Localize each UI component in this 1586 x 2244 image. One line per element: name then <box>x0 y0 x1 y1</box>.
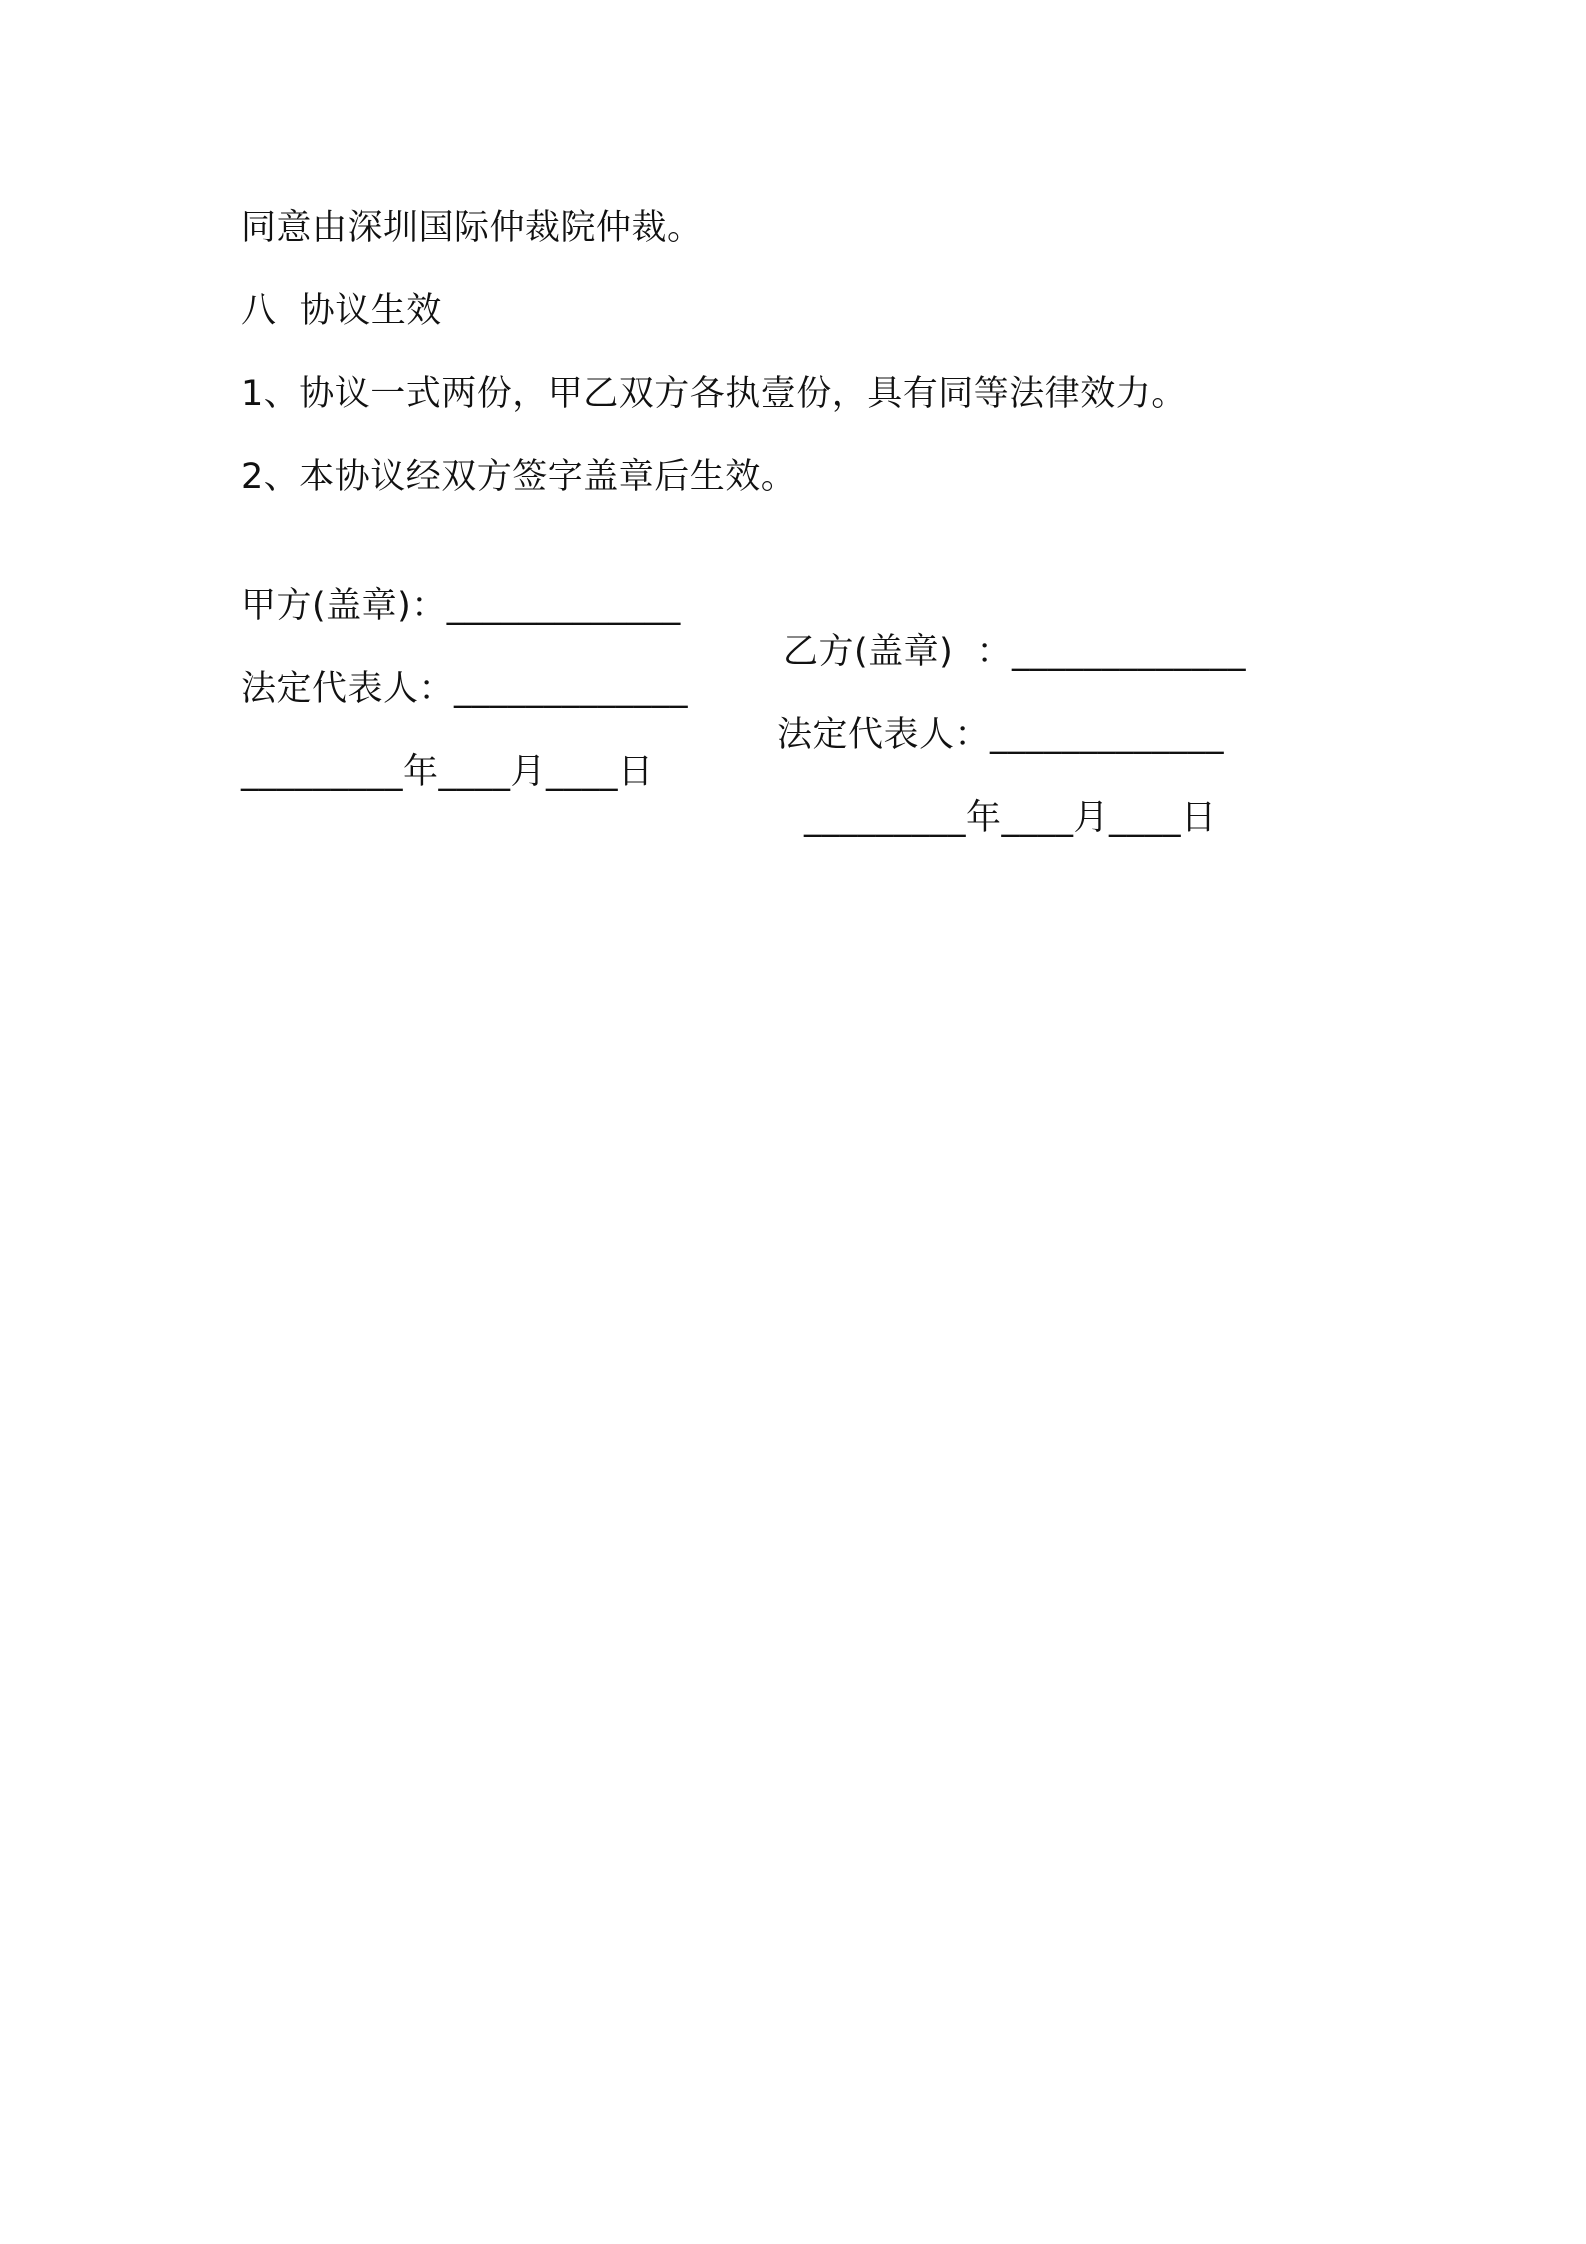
party-b-date-field[interactable]: _________年____月____日 <box>804 798 1217 838</box>
party-a-date-field[interactable]: _________年____月____日 <box>241 752 654 792</box>
party-a-representative-field[interactable]: 法定代表人：_____________ <box>241 669 689 709</box>
party-b-seal-field[interactable]: 乙方(盖章) ：_____________ <box>783 632 1247 672</box>
arbitration-text: 同意由深圳国际仲裁院仲裁。 <box>241 208 703 248</box>
clause-2: 2、本协议经双方签字盖章后生效。 <box>241 457 797 497</box>
section-heading: 八 协议生效 <box>241 291 442 331</box>
clause-1: 1、协议一式两份，甲乙双方各执壹份，具有同等法律效力。 <box>241 374 1187 414</box>
party-b-representative-field[interactable]: 法定代表人：_____________ <box>777 715 1225 755</box>
party-a-seal-field[interactable]: 甲方(盖章)：_____________ <box>241 586 681 626</box>
